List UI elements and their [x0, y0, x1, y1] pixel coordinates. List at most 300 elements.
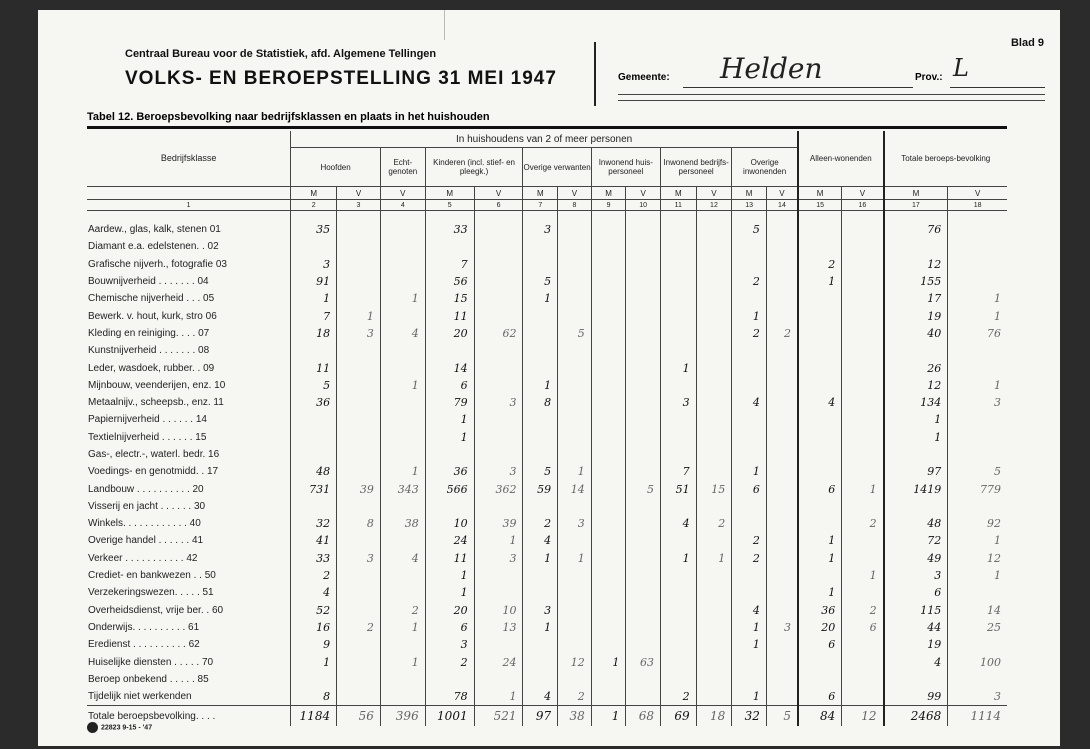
- cell-value: [798, 238, 842, 255]
- cell-value: 76: [884, 221, 948, 238]
- cell-value: 5: [626, 480, 661, 497]
- cell-value: [766, 359, 798, 376]
- sex-header: M: [425, 187, 474, 200]
- cell-value: [380, 498, 425, 515]
- seal-icon: [87, 722, 98, 733]
- cell-value: [558, 411, 592, 428]
- cell-value: 1: [425, 429, 474, 446]
- cell-value: [842, 325, 884, 342]
- column-number: 17: [884, 200, 948, 211]
- cell-value: 1: [732, 307, 767, 324]
- cell-value: [474, 498, 523, 515]
- row-label: Voedings- en genotmidd. . 17: [88, 466, 219, 478]
- cell-value: 155: [884, 273, 948, 290]
- cell-value: [558, 359, 592, 376]
- cell-value: 6: [798, 480, 842, 497]
- cell-value: 20: [425, 602, 474, 619]
- cell-value: [591, 221, 626, 238]
- cell-value: 3: [291, 256, 337, 273]
- row-label: Leder, wasdoek, rubber. . 09: [88, 362, 215, 374]
- cell-value: 1: [732, 463, 767, 480]
- cell-value: [842, 446, 884, 463]
- cell-value: [591, 342, 626, 359]
- cell-value: [591, 498, 626, 515]
- cell-value: [558, 342, 592, 359]
- cell-value: [380, 584, 425, 601]
- row-label: Winkels. . . . . . . . . . . . 40: [88, 518, 201, 530]
- cell-value: [696, 273, 732, 290]
- cell-value: 2: [732, 550, 767, 567]
- cell-value: 2: [732, 325, 767, 342]
- cell-value: 5: [766, 706, 798, 727]
- cell-value: 521: [474, 706, 523, 727]
- cell-value: [696, 325, 732, 342]
- cell-value: [842, 584, 884, 601]
- cell-value: 2: [732, 273, 767, 290]
- table-row: [87, 532, 1007, 549]
- cell-value: [842, 463, 884, 480]
- cell-value: [337, 411, 381, 428]
- cell-value: 1: [558, 463, 592, 480]
- cell-value: [660, 307, 696, 324]
- cell-value: [948, 221, 1007, 238]
- cell-value: [337, 653, 381, 670]
- table-row: [87, 671, 1007, 688]
- sex-header: M: [798, 187, 842, 200]
- cell-value: 1419: [884, 480, 948, 497]
- cell-value: 1: [337, 307, 381, 324]
- table-row: [87, 411, 1007, 428]
- cell-value: [798, 342, 842, 359]
- cell-value: [696, 584, 732, 601]
- cell-value: 362: [474, 480, 523, 497]
- header-rule: [618, 100, 1045, 101]
- cell-value: 76: [948, 325, 1007, 342]
- cell-value: [732, 567, 767, 584]
- cell-value: 11: [425, 307, 474, 324]
- cell-value: 72: [884, 532, 948, 549]
- cell-value: [948, 411, 1007, 428]
- group-header-inwonenden: Overige inwonenden: [732, 148, 798, 187]
- cell-value: [766, 567, 798, 584]
- cell-value: [337, 221, 381, 238]
- cell-value: 1114: [948, 706, 1007, 727]
- cell-value: [696, 463, 732, 480]
- cell-value: [523, 325, 558, 342]
- cell-value: 1001: [425, 706, 474, 727]
- cell-value: [626, 307, 661, 324]
- cell-value: [884, 342, 948, 359]
- cell-value: 6: [425, 619, 474, 636]
- cell-value: 3: [474, 550, 523, 567]
- cell-value: [798, 411, 842, 428]
- cell-value: [558, 584, 592, 601]
- cell-value: [474, 307, 523, 324]
- cell-value: [558, 307, 592, 324]
- cell-value: 1: [798, 273, 842, 290]
- cell-value: 1: [842, 480, 884, 497]
- cell-value: [337, 446, 381, 463]
- cell-value: [948, 256, 1007, 273]
- cell-value: [766, 671, 798, 688]
- cell-value: [380, 238, 425, 255]
- cell-value: [626, 602, 661, 619]
- cell-value: [626, 584, 661, 601]
- cell-value: 1: [591, 653, 626, 670]
- table-row: [87, 290, 1007, 307]
- cell-value: [660, 602, 696, 619]
- cell-value: 68: [626, 706, 661, 727]
- cell-value: 5: [291, 377, 337, 394]
- cell-value: [798, 307, 842, 324]
- cell-value: [948, 238, 1007, 255]
- cell-value: [696, 636, 732, 653]
- cell-value: 4: [380, 550, 425, 567]
- cell-value: [474, 671, 523, 688]
- cell-value: 12: [842, 706, 884, 727]
- cell-value: [425, 446, 474, 463]
- cell-value: [884, 238, 948, 255]
- cell-value: 4: [732, 602, 767, 619]
- cell-value: [766, 256, 798, 273]
- cell-value: [591, 619, 626, 636]
- cell-value: [732, 411, 767, 428]
- cell-value: 1: [884, 411, 948, 428]
- cell-value: 2: [523, 515, 558, 532]
- cell-value: 12: [558, 653, 592, 670]
- table-row: [87, 550, 1007, 567]
- form-title: VOLKS- EN BEROEPSTELLING 31 MEI 1947: [125, 68, 557, 89]
- cell-value: [626, 325, 661, 342]
- table-row: [87, 429, 1007, 446]
- cell-value: [660, 342, 696, 359]
- cell-value: [798, 653, 842, 670]
- cell-value: [626, 394, 661, 411]
- cell-value: 38: [558, 706, 592, 727]
- cell-value: [425, 238, 474, 255]
- cell-value: 2: [696, 515, 732, 532]
- table-row: [87, 653, 1007, 670]
- cell-value: 24: [474, 653, 523, 670]
- cell-value: 3: [523, 602, 558, 619]
- column-number: 14: [766, 200, 798, 211]
- cell-value: [558, 602, 592, 619]
- row-label: Kunstnijverheid . . . . . . . 08: [88, 345, 210, 357]
- column-number: 18: [948, 200, 1007, 211]
- cell-value: [696, 671, 732, 688]
- cell-value: 6: [425, 377, 474, 394]
- table-row: [87, 463, 1007, 480]
- cell-value: [842, 221, 884, 238]
- cell-value: 56: [337, 706, 381, 727]
- cell-value: [474, 567, 523, 584]
- cell-value: [732, 653, 767, 670]
- cell-value: 14: [558, 480, 592, 497]
- cell-value: [337, 256, 381, 273]
- cell-value: [380, 636, 425, 653]
- cell-value: 4: [798, 394, 842, 411]
- cell-value: [766, 342, 798, 359]
- cell-value: [842, 429, 884, 446]
- cell-value: [474, 429, 523, 446]
- cell-value: 1: [425, 584, 474, 601]
- cell-value: [660, 671, 696, 688]
- cell-value: 52: [291, 602, 337, 619]
- row-label: Kleding en reiniging. . . . 07: [88, 327, 210, 339]
- cell-value: 1: [948, 567, 1007, 584]
- group-header-echtgenoten: Echt-genoten: [380, 148, 425, 187]
- table-row: [87, 602, 1007, 619]
- total-header: Totale beroeps-bevolking: [884, 131, 1007, 187]
- cell-value: [626, 221, 661, 238]
- sex-header: V: [558, 187, 592, 200]
- cell-value: 48: [884, 515, 948, 532]
- cell-value: [337, 273, 381, 290]
- cell-value: [558, 671, 592, 688]
- cell-value: 20: [425, 325, 474, 342]
- cell-value: [523, 653, 558, 670]
- cell-value: [337, 290, 381, 307]
- row-label: Gas-, electr.-, waterl. bedr. 16: [88, 449, 220, 460]
- row-label: Aardew., glas, kalk, stenen 01: [88, 224, 221, 236]
- cell-value: [766, 584, 798, 601]
- cell-value: 24: [425, 532, 474, 549]
- cell-value: [660, 273, 696, 290]
- cell-value: 1: [523, 377, 558, 394]
- cell-value: [842, 256, 884, 273]
- table-row: [87, 273, 1007, 290]
- table-row: [87, 567, 1007, 584]
- cell-value: 1: [523, 550, 558, 567]
- cell-value: [842, 550, 884, 567]
- cell-value: [337, 359, 381, 376]
- cell-value: [842, 688, 884, 706]
- cell-value: [626, 256, 661, 273]
- cell-value: [626, 532, 661, 549]
- cell-value: 69: [660, 706, 696, 727]
- cell-value: 3: [660, 394, 696, 411]
- cell-value: 6: [732, 480, 767, 497]
- cell-value: 1: [591, 706, 626, 727]
- print-code: [87, 722, 152, 733]
- cell-value: 6: [842, 619, 884, 636]
- row-label: Papiernijverheid . . . . . . 14: [88, 414, 207, 426]
- cell-value: [766, 411, 798, 428]
- cell-value: 2: [842, 602, 884, 619]
- cell-value: [558, 567, 592, 584]
- cell-value: [474, 584, 523, 601]
- cell-value: 3: [558, 515, 592, 532]
- cell-value: [591, 307, 626, 324]
- cell-value: 1: [696, 550, 732, 567]
- sex-header: M: [291, 187, 337, 200]
- cell-value: [626, 463, 661, 480]
- cell-value: [696, 307, 732, 324]
- cell-value: 2: [732, 532, 767, 549]
- cell-value: [696, 498, 732, 515]
- cell-value: 36: [798, 602, 842, 619]
- cell-value: [948, 498, 1007, 515]
- cell-value: [523, 256, 558, 273]
- table-row: [87, 636, 1007, 653]
- cell-value: 1184: [291, 706, 337, 727]
- cell-value: [591, 377, 626, 394]
- cell-value: [798, 325, 842, 342]
- sex-header: V: [696, 187, 732, 200]
- cell-value: [591, 532, 626, 549]
- cell-value: [523, 342, 558, 359]
- cell-value: [696, 619, 732, 636]
- table-row: [87, 515, 1007, 532]
- cell-value: [558, 377, 592, 394]
- column-number: 10: [626, 200, 661, 211]
- cell-value: [558, 636, 592, 653]
- table-row: [87, 221, 1007, 238]
- cell-value: 566: [425, 480, 474, 497]
- cell-value: 56: [425, 273, 474, 290]
- organization-name: Centraal Bureau voor de Statistiek, afd. Algemene Tellingen: [125, 48, 437, 60]
- table-row: [87, 325, 1007, 342]
- cell-value: [523, 498, 558, 515]
- cell-value: [626, 273, 661, 290]
- cell-value: [948, 429, 1007, 446]
- cell-value: [732, 359, 767, 376]
- cell-value: 4: [523, 532, 558, 549]
- cell-value: 4: [884, 653, 948, 670]
- cell-value: [523, 636, 558, 653]
- cell-value: 1: [948, 290, 1007, 307]
- cell-value: [523, 567, 558, 584]
- cell-value: [337, 498, 381, 515]
- cell-value: [660, 567, 696, 584]
- cell-value: 12: [948, 550, 1007, 567]
- cell-value: [337, 463, 381, 480]
- cell-value: [337, 238, 381, 255]
- cell-value: 8: [291, 688, 337, 706]
- cell-value: [626, 567, 661, 584]
- sex-header: V: [337, 187, 381, 200]
- column-number: 15: [798, 200, 842, 211]
- cell-value: 33: [291, 550, 337, 567]
- row-label: Verzekeringswezen. . . . . 51: [88, 587, 214, 599]
- cell-value: [591, 290, 626, 307]
- cell-value: [337, 688, 381, 706]
- cell-value: [696, 411, 732, 428]
- cell-value: [766, 446, 798, 463]
- cell-value: [660, 446, 696, 463]
- cell-value: 3: [474, 394, 523, 411]
- cell-value: [732, 671, 767, 688]
- cell-value: 62: [474, 325, 523, 342]
- cell-value: 1: [798, 532, 842, 549]
- cell-value: [842, 532, 884, 549]
- column-number: 1: [87, 200, 291, 211]
- cell-value: [732, 498, 767, 515]
- cell-value: [798, 567, 842, 584]
- cell-value: 91: [291, 273, 337, 290]
- cell-value: [732, 342, 767, 359]
- cell-value: 1: [884, 429, 948, 446]
- row-label: Huiselijke diensten . . . . . 70: [88, 656, 214, 668]
- sex-header: M: [732, 187, 767, 200]
- cell-value: 134: [884, 394, 948, 411]
- cell-value: [842, 377, 884, 394]
- cell-value: [558, 221, 592, 238]
- blank-cell: [87, 187, 291, 200]
- cell-value: 3: [337, 550, 381, 567]
- cell-value: [842, 290, 884, 307]
- cell-value: 2: [766, 325, 798, 342]
- cell-value: 1: [523, 290, 558, 307]
- table-title-rule: [87, 126, 1007, 129]
- cell-value: 25: [948, 619, 1007, 636]
- cell-value: [474, 221, 523, 238]
- cell-value: 35: [291, 221, 337, 238]
- cell-value: [626, 688, 661, 706]
- cell-value: [474, 446, 523, 463]
- cell-value: 2: [558, 688, 592, 706]
- cell-value: [558, 446, 592, 463]
- cell-value: [842, 342, 884, 359]
- cell-value: [948, 342, 1007, 359]
- cell-value: [732, 429, 767, 446]
- gemeente-label: Gemeente:: [618, 72, 670, 83]
- cell-value: 19: [884, 636, 948, 653]
- cell-value: [626, 359, 661, 376]
- cell-value: [337, 567, 381, 584]
- cell-value: [558, 498, 592, 515]
- cell-value: 40: [884, 325, 948, 342]
- cell-value: [696, 446, 732, 463]
- cell-value: [425, 342, 474, 359]
- table-row: [87, 377, 1007, 394]
- cell-value: 1: [660, 550, 696, 567]
- cell-value: 1: [425, 567, 474, 584]
- table-row: [87, 394, 1007, 411]
- print-code-text: 22823 9-15 - '47: [101, 724, 153, 732]
- cell-value: [523, 307, 558, 324]
- cell-value: 7: [660, 463, 696, 480]
- cell-value: 84: [798, 706, 842, 727]
- cell-value: [591, 411, 626, 428]
- cell-value: [766, 238, 798, 255]
- cell-value: [696, 342, 732, 359]
- gemeente-value: Helden: [720, 52, 823, 85]
- cell-value: [766, 498, 798, 515]
- cell-value: 11: [291, 359, 337, 376]
- row-label: Verkeer . . . . . . . . . . . 42: [88, 552, 198, 564]
- prov-value: L: [953, 54, 969, 82]
- header-rule: [618, 94, 1045, 95]
- cell-value: [884, 446, 948, 463]
- cell-value: [558, 532, 592, 549]
- cell-value: [766, 221, 798, 238]
- cell-value: 1: [948, 377, 1007, 394]
- cell-value: 3: [523, 221, 558, 238]
- cell-value: [766, 550, 798, 567]
- census-table: [87, 131, 1007, 726]
- table-row: [87, 307, 1007, 324]
- row-label: Grafische nijverh., fotografie 03: [88, 258, 227, 270]
- sex-header: M: [523, 187, 558, 200]
- table-row: [87, 359, 1007, 376]
- cell-value: 11: [425, 550, 474, 567]
- cell-value: [337, 377, 381, 394]
- cell-value: 38: [380, 515, 425, 532]
- cell-value: 97: [884, 463, 948, 480]
- cell-value: [337, 584, 381, 601]
- cell-value: [660, 221, 696, 238]
